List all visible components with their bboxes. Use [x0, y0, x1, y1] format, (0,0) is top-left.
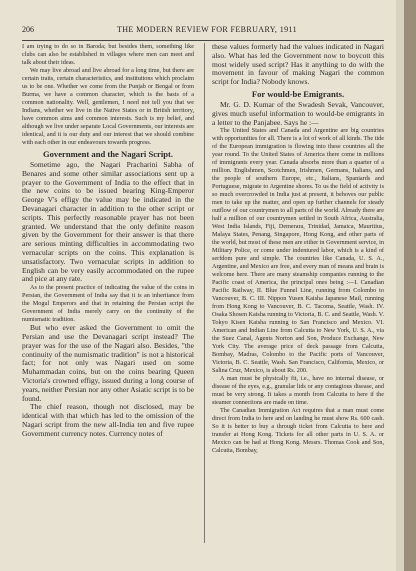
paragraph-persian-practice: As to the present practice of indicating the value of the coins in Persian, the Government of India say that it is an inheritance from the Mogul Emperors and that in retaining the Persian script the Government of India merely carry on the continuity of the numismatic tradition. [22, 284, 194, 324]
column-divider [204, 43, 205, 543]
section-heading-emigrants: For would-be Emigrants. [251, 88, 345, 99]
paragraph-immigration-act: The Canadian Immigration Act requires that a man must come direct from India to here and on landing he must show Rs. 600 cash. So it is better to buy a through ticket from Calcutta to here and transfer at Hong Kong. Tickets for all other parts in U. S. A. or Mexico can be had at Hong Kong. Messrs. Thomas Cook and Son, Calcutta, Bombay, [212, 407, 384, 455]
right-column [212, 43, 384, 455]
paragraph-chief-reason: The chief reason, though not disclosed, may be identical with that which has led to the omission of the Nagari script from the new all-India ten and five rupee Government currency notes. Currency notes of [22, 402, 194, 438]
book-edge [404, 0, 416, 571]
header-rule [22, 40, 384, 41]
paragraph-note-values: these values formerly had the values indicated in Nagari also. What has led the Government now to boycott this most widely used script? Has it anything to do with the movement in favour of making Nagari the common script for India? Nobody knows. [212, 42, 384, 87]
paragraph-common-nationality: We may live abroad and live abroad for a long time, but there are certain traits, certain characteristics, and institutions which proclaim us to be one. Whether we come from the Punjab or Bengal or from Burma, we have a common character, which is the basis of a common nationality. Well, gentlemen, I need not tell you that we Indians, whether we live in the Native States or in British territory, have common aims and common interests. Such is my belief, and although we live under separate Local Governments, our interests are identical, and it is our duty and our interest that we should combine with each other in our endeavours towards progress. [22, 67, 194, 146]
page-edge-shadow [396, 0, 404, 571]
left-column [22, 43, 194, 439]
paragraph-kumar-intro: Mr. G. D. Kumar of the Swadesh Sevak, Vancouver, gives much useful information to would-be emigrants in a letter to the Panjabee. Says he :— [212, 99, 384, 127]
running-title: THE MODERN REVIEW FOR FEBRUARY, 1911 [116, 25, 298, 34]
paragraph-who-asked: But who ever asked the Government to omit the Persian and use the Devanagari script instead? The prayer was for the use of the Nagari also. Besides, "the continuity of the numismatic tradition" is not a historical fact; for not only was Nagari used on some Muhammadan coins, but on the coins bearing Queen Victoria's crowned effigy, issued during a long course of years, neither Persian nor any other Asiatic script is to be found. [22, 323, 194, 403]
paragraph-baroda-clubs: I am trying to do so in Baroda; but besides them, something like clubs can also be established in villages where men can meet and talk about their ideas. [22, 43, 194, 66]
page-number: 206 [22, 25, 34, 34]
paragraph-emigration-quote: The United States and Canada and Argentine are big countries with opportunities for all. There is a lot of work of all kinds. The tide of the European immigration is flowing into these countries all the year round. To the United States of America there come in millions of immigrants every year. Canada absorbs more than a quarter of a million. Englishmen, Scotchmen, Irishmen, Germans, Italians, and the people of southern Europe, etc., Italians, Spaniards and Portuguese, migrate to Argentine shores. To us the field of activity is so much overcrowded in India just at present, it behoves our public men to take up the matter, and open up further channels for steady outflow of our countrymen to all parts of the world. Already there are half a million of our countrymen settled in South Africa, Australia, West India Islands, Fiji, Demerara, Trinidad, Jamaica, Mauritius, Malaya States, Penang, Singapore, Hong Kong, and other parts of the world, but most of these men are either in Government service, in Military Police, or come under indentured labor, which is a kind of serfdom pure and simple. The countries like Canada, U. S. A., Argentine, and Mexico are free, and every man of means and brain is welcome here. There are many steamship companies running to the Pacific coast of America, the principal ones being :—I. Canadian Pacific Railway, II. Blue Funnel Line, running from Colombo to Vancouver, B. C. III. Nippon Yusen Kaisha Japanese Mail, running from Hong Kong to Vancouver, B. C. Tacoma, Seattle, Wash. IV. Osaka Shosen Kaisha running to Victoria, B. C. and Seattle, Wash. V. Tokyo Kisen Kaisha running to San Francisco and Mexico. VI. American and Indian Line from Calcutta to New York, U. S. A., via the Suez Canal, Agents Norton and Son, Produce Exchange, New York City. The average price of deck passage from Calcutta, Bombay, Madras, Colombo to the Pacific ports of Vancouver, Victoria, B. C. Seattle, Wash. San Francisco, California, Mexico, or Salina Cruz, Mexico, is about Rs. 200. [212, 127, 384, 375]
page-header [22, 25, 384, 37]
paragraph-nagari-prayer: Sometime ago, the Nagari Pracharini Sabha of Benares and some other similar associations sent up a prayer to the Government of India to the effect that in the new coins to be issued bearing King-Emperor George V's effigy the value may be indicated in the Devanagari character in addition to the other script or scripts. This perfectly reasonable prayer has not been granted. We understand that the only definite reason given by the Government for their answer is that there are serious minting difficulties in accommodating two vernacular scripts on the coins. This explanation is unsatisfactory. Two vernacular scripts in addition to English can be very easily accommodated on the rupee and pice at any rate. [22, 160, 194, 284]
paragraph-physical-fitness: A man must be physically fit, i.e., have no internal disease, or disease of the eyes, e.g., granular lids or any contagious disease, and must be very strong. It takes a month from Calcutta to here if the steamer connections are made on time. [212, 375, 384, 407]
section-heading-nagari: Government and the Nagari Script. [42, 149, 174, 159]
